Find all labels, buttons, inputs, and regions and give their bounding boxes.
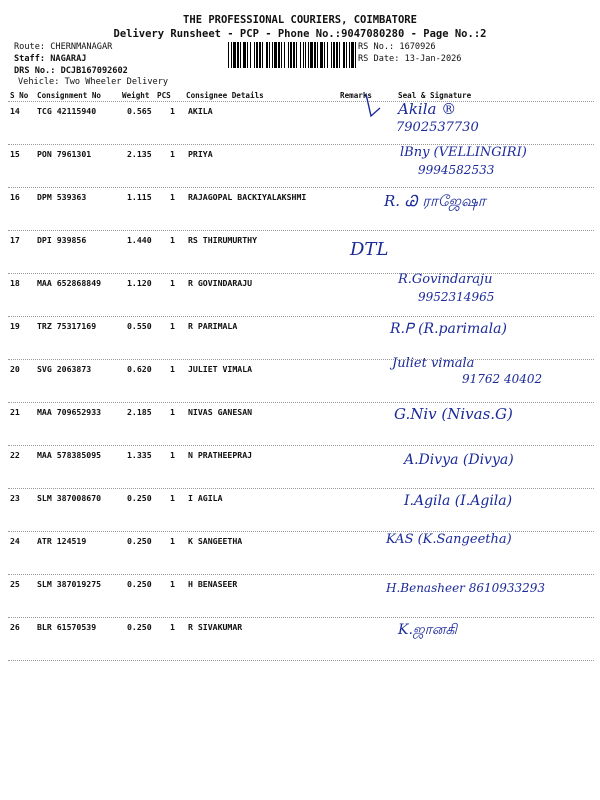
- cell-weight: 2.185: [127, 407, 152, 417]
- table-row: [0, 618, 600, 661]
- rs-number: RS No.: 1670926: [358, 42, 436, 52]
- table-row: [0, 274, 600, 317]
- handwritten-phone-note: 9994582533: [418, 163, 495, 177]
- cell-consignee: RAJAGOPAL BACKIYALAKSHMI: [188, 192, 307, 202]
- table-row: [0, 145, 600, 188]
- barcode-bar: [266, 42, 268, 68]
- cell-consignment: SVG 2063873: [37, 364, 92, 374]
- barcode-bar: [247, 42, 248, 68]
- cell-consignee: AKILA: [188, 106, 213, 116]
- barcode-bar: [355, 42, 356, 68]
- cell-pcs: 1: [170, 493, 175, 503]
- handwritten-signature: K.ஜானகி: [398, 622, 457, 638]
- cell-sno: 25: [10, 579, 20, 589]
- handwritten-phone-note: 91762 40402: [462, 372, 543, 386]
- cell-consignment: MAA 709652933: [37, 407, 102, 417]
- barcode-bar: [293, 42, 295, 68]
- barcode-bar: [259, 42, 261, 68]
- cell-pcs: 1: [170, 622, 175, 632]
- barcode-bar: [296, 42, 297, 68]
- table-row: [0, 188, 600, 231]
- cell-consignment: DPM 539363: [37, 192, 87, 202]
- route-label: Route: CHERNMANAGAR: [14, 42, 113, 52]
- cell-consignment: SLM 387008670: [37, 493, 102, 503]
- cell-consignee: N PRATHEEPRAJ: [188, 450, 253, 460]
- cell-consignee: H BENASEER: [188, 579, 238, 589]
- barcode-bar: [278, 42, 280, 68]
- cell-sno: 19: [10, 321, 20, 331]
- cell-consignee: RS THIRUMURTHY: [188, 235, 258, 245]
- cell-sno: 21: [10, 407, 20, 417]
- col-header-pcs: PCS: [157, 91, 171, 100]
- cell-pcs: 1: [170, 536, 175, 546]
- col-header-sno: S No: [10, 91, 29, 100]
- table-row: [0, 317, 600, 360]
- cell-consignee: R SIVAKUMAR: [188, 622, 243, 632]
- cell-pcs: 1: [170, 321, 175, 331]
- cell-consignment: TRZ 75317169: [37, 321, 97, 331]
- barcode-bar: [317, 42, 318, 68]
- barcode-bar: [346, 42, 347, 68]
- barcode-bar: [250, 42, 251, 68]
- barcode-bar: [320, 42, 323, 68]
- barcode-bar: [254, 42, 255, 68]
- cell-consignee: R GOVINDARAJU: [188, 278, 253, 288]
- barcode-bar: [240, 42, 241, 68]
- cell-weight: 1.335: [127, 450, 152, 460]
- col-header-weight: Weight: [122, 91, 150, 100]
- cell-consignment: ATR 124519: [37, 536, 87, 546]
- handwritten-phone-note: 9952314965: [418, 290, 495, 304]
- table-row: [0, 532, 600, 575]
- cell-consignment: SLM 387019275: [37, 579, 102, 589]
- handwritten-signature: H.Benasheer 8610933293: [386, 581, 546, 595]
- cell-sno: 23: [10, 493, 20, 503]
- cell-sno: 24: [10, 536, 20, 546]
- cell-weight: 1.440: [127, 235, 152, 245]
- barcode-bar: [243, 42, 246, 68]
- barcode-bar: [351, 42, 354, 68]
- cell-sno: 22: [10, 450, 20, 460]
- cell-pcs: 1: [170, 235, 175, 245]
- col-header-consignee: Consignee Details: [186, 91, 264, 100]
- handwritten-signature: R. Ꮚ ராஜேஷா: [384, 192, 486, 210]
- handwritten-signature: DTL: [350, 239, 389, 260]
- barcode-bar: [300, 42, 301, 68]
- row-divider: [8, 660, 594, 661]
- handwritten-signature: KAS (K.Sangeetha): [386, 532, 512, 547]
- barcode-bar: [272, 42, 273, 68]
- table-row: [0, 446, 600, 489]
- barcode-bar: [331, 42, 332, 68]
- cell-consignment: PON 7961301: [37, 149, 92, 159]
- col-header-seal: Seal & Signature: [398, 91, 472, 100]
- handwritten-signature: I.Agila (I.Agila): [404, 493, 513, 509]
- handwritten-phone-note: 7902537730: [396, 120, 479, 135]
- barcode-bar: [269, 42, 270, 68]
- cell-pcs: 1: [170, 192, 175, 202]
- cell-consignee: K SANGEETHA: [188, 536, 243, 546]
- barcode-bar: [284, 42, 285, 68]
- handwritten-signature: A.Divya (Divya): [404, 452, 514, 468]
- barcode-bar: [233, 42, 236, 68]
- barcode-bar: [262, 42, 263, 68]
- barcode-bar: [288, 42, 289, 68]
- cell-consignee: I AGILA: [188, 493, 223, 503]
- barcode-bar: [339, 42, 340, 68]
- cell-pcs: 1: [170, 364, 175, 374]
- handwritten-signature: G.Niv (Nivas.G): [394, 405, 513, 423]
- barcode-bar: [336, 42, 338, 68]
- cell-sno: 26: [10, 622, 20, 632]
- cell-sno: 18: [10, 278, 20, 288]
- cell-weight: 2.135: [127, 149, 152, 159]
- handwritten-signature: Akila ®: [398, 100, 457, 118]
- cell-consignee: JULIET VIMALA: [188, 364, 253, 374]
- barcode-bar: [349, 42, 350, 68]
- runsheet-title: THE PROFESSIONAL COURIERS, COIMBATORE: [183, 14, 417, 26]
- table-row: [0, 356, 600, 403]
- barcode-image: [228, 42, 356, 68]
- barcode-bar: [231, 42, 232, 68]
- cell-consignee: R PARIMALA: [188, 321, 238, 331]
- table-row: [0, 489, 600, 532]
- table-row: [0, 403, 600, 446]
- cell-pcs: 1: [170, 579, 175, 589]
- barcode-bar: [314, 42, 316, 68]
- cell-consignment: DPI 939856: [37, 235, 87, 245]
- barcode-bar: [308, 42, 309, 68]
- drs-label: DRS No.: DCJB167092602: [14, 66, 128, 76]
- cell-weight: 0.565: [127, 106, 152, 116]
- table-row: [0, 231, 600, 274]
- cell-weight: 0.250: [127, 579, 152, 589]
- cell-sno: 17: [10, 235, 20, 245]
- barcode-bar: [310, 42, 313, 68]
- cell-sno: 14: [10, 106, 20, 116]
- cell-weight: 0.250: [127, 493, 152, 503]
- cell-pcs: 1: [170, 106, 175, 116]
- cell-weight: 0.620: [127, 364, 152, 374]
- barcode-bar: [343, 42, 345, 68]
- cell-weight: 1.120: [127, 278, 152, 288]
- barcode-bar: [274, 42, 277, 68]
- barcode-bar: [305, 42, 306, 68]
- cell-weight: 0.550: [127, 321, 152, 331]
- barcode-bar: [228, 42, 229, 68]
- staff-label: Staff: NAGARAJ: [14, 54, 87, 64]
- col-header-consignment: Consignment No: [37, 91, 102, 100]
- barcode-bar: [327, 42, 328, 68]
- barcode-bar: [324, 42, 325, 68]
- cell-consignee: NIVAS GANESAN: [188, 407, 253, 417]
- handwritten-signature: lBny (VELLINGIRI): [400, 145, 527, 160]
- cell-sno: 16: [10, 192, 20, 202]
- barcode-bar: [303, 42, 304, 68]
- handwritten-signature: R.Govindaraju: [398, 272, 493, 287]
- cell-consignment: MAA 652868849: [37, 278, 102, 288]
- table-row: [0, 575, 600, 618]
- cell-pcs: 1: [170, 407, 175, 417]
- barcode-bar: [256, 42, 258, 68]
- cell-weight: 0.250: [127, 622, 152, 632]
- vehicle-label: Vehicle: Two Wheeler Delivery: [18, 77, 169, 87]
- barcode-bar: [290, 42, 292, 68]
- remarks-tick-mark: [362, 90, 384, 120]
- runsheet-subtitle: Delivery Runsheet - PCP - Phone No.:9047080280 - Page No.:2: [113, 28, 487, 40]
- cell-consignment: BLR 61570539: [37, 622, 97, 632]
- cell-consignment: TCG 42115940: [37, 106, 97, 116]
- cell-consignee: PRIYA: [188, 149, 213, 159]
- cell-pcs: 1: [170, 450, 175, 460]
- col-header-remarks: Remarks: [340, 91, 373, 100]
- barcode-bar: [237, 42, 239, 68]
- rs-date: RS Date: 13-Jan-2026: [358, 54, 462, 64]
- cell-pcs: 1: [170, 149, 175, 159]
- cell-pcs: 1: [170, 278, 175, 288]
- cell-consignment: MAA 578385095: [37, 450, 102, 460]
- table-row: [0, 102, 600, 145]
- barcode-bar: [333, 42, 335, 68]
- barcode-bar: [281, 42, 282, 68]
- cell-sno: 20: [10, 364, 20, 374]
- cell-sno: 15: [10, 149, 20, 159]
- handwritten-signature: Juliet vimala: [392, 356, 475, 371]
- cell-weight: 1.115: [127, 192, 152, 202]
- cell-weight: 0.250: [127, 536, 152, 546]
- handwritten-signature: R.Ꮲ (R.parimala): [390, 321, 507, 337]
